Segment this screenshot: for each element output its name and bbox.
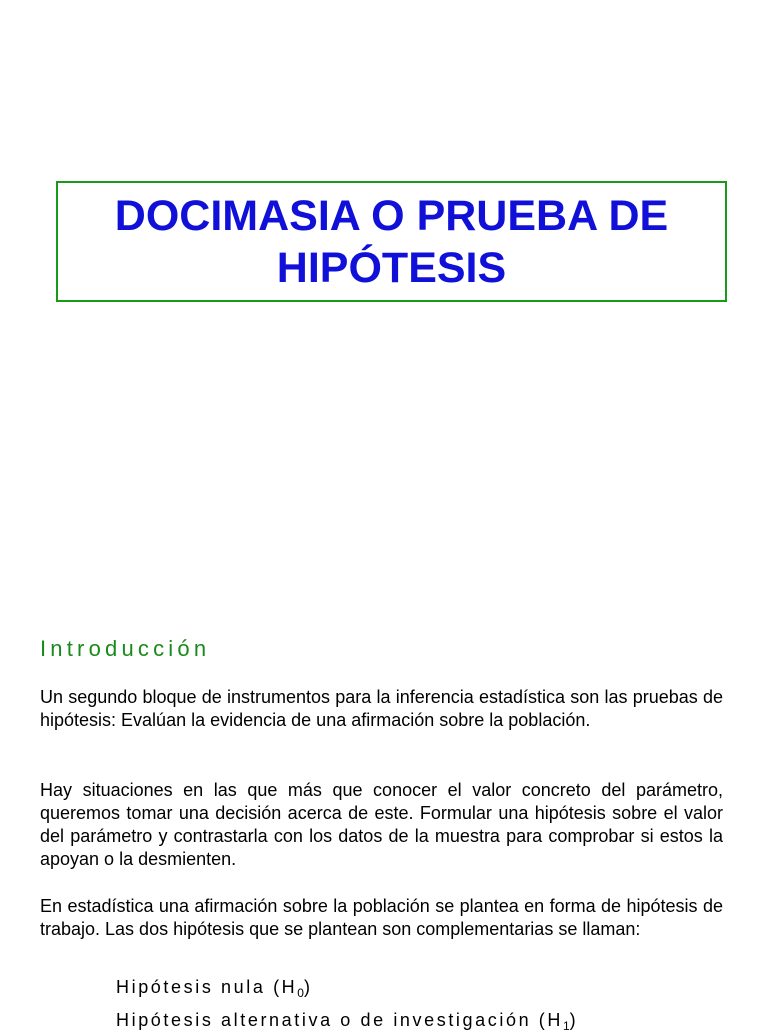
alternative-hypothesis-text: Hipótesis alternativa o de investigación (H: [116, 1010, 563, 1030]
section-heading: Introducción: [40, 636, 211, 661]
alternative-hypothesis-subscript: 1: [562, 1019, 570, 1033]
title-line-1: DOCIMASIA O PRUEBA DE: [114, 191, 669, 240]
paragraph-intro: Un segundo bloque de instrumentos para la inferencia estadística son las pruebas de hipótesis: Evalúan la evidencia de una afirmación sobre la población.: [40, 687, 723, 730]
title-box: [56, 181, 727, 302]
null-hypothesis-text: Hipótesis nula (H: [116, 977, 298, 997]
null-hypothesis-subscript: 0: [297, 986, 304, 1000]
paragraph-situations: Hay situaciones en las que más que conocer el valor concreto del parámetro, queremos tomar una decisión acerca de este. Formular una hipótesis sobre el valor del parámetro y contrastarla con los datos de la muestra para comprobar si estos la apoyan o la desmienten.: [40, 780, 723, 869]
alternative-hypothesis-close: ): [569, 1010, 579, 1030]
null-hypothesis-close: ): [303, 977, 313, 997]
title-line-2: HIPÓTESIS: [276, 243, 507, 292]
alternative-hypothesis: [116, 1010, 578, 1033]
null-hypothesis: [116, 977, 313, 1000]
paragraph-statistics: En estadística una afirmación sobre la población se plantea en forma de hipótesis de trabajo. Las dos hipótesis que se plantean son complementarias se llaman:: [40, 896, 723, 939]
